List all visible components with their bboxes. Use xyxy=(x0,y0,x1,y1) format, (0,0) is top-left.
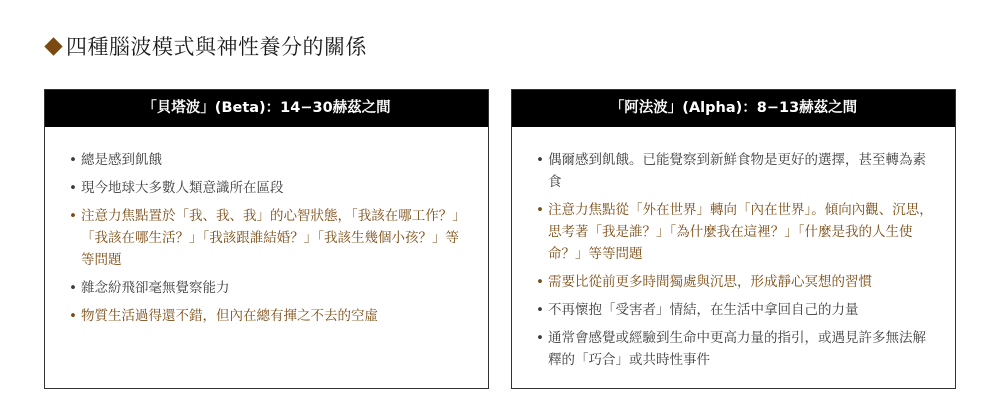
bullet-dot-icon: • xyxy=(69,208,77,224)
beta-item-list xyxy=(45,149,488,333)
bullet-dot-icon: • xyxy=(536,152,544,168)
list-item xyxy=(45,177,488,199)
bullet-dot-icon: • xyxy=(69,152,77,168)
list-item xyxy=(512,149,955,193)
list-item xyxy=(512,271,955,293)
list-item-text: 現今地球大多數人類意識所在區段 xyxy=(81,180,284,196)
list-item-text: 雜念紛飛卻毫無覺察能力 xyxy=(81,280,230,296)
list-item xyxy=(45,205,488,271)
list-item-text: 不再懷抱「受害者」情結，在生活中拿回自己的力量 xyxy=(548,302,859,318)
list-item xyxy=(45,277,488,299)
bullet-dot-icon: • xyxy=(69,308,77,324)
list-item xyxy=(45,305,488,327)
list-item-text: 需要比從前更多時間獨處與沉思，形成靜心冥想的習慣 xyxy=(548,274,872,290)
page-title xyxy=(44,32,367,60)
beta-wave-card xyxy=(44,89,489,389)
diamond-bullet-icon xyxy=(44,37,62,55)
list-item-text: 注意力焦點從「外在世界」轉向「內在世界」。傾向內觀、沉思，思考著「我是誰？」「為什麼我在這裡？」「什麼是我的人生使命？」等等問題 xyxy=(548,202,933,262)
bullet-dot-icon: • xyxy=(536,202,544,218)
bullet-dot-icon: • xyxy=(536,302,544,318)
list-item xyxy=(512,199,955,265)
list-item xyxy=(512,299,955,321)
list-item xyxy=(45,149,488,171)
page-title-text: 四種腦波模式與神性養分的關係 xyxy=(66,35,367,59)
alpha-item-list xyxy=(512,149,955,377)
alpha-wave-card xyxy=(511,89,956,389)
list-item-text: 總是感到飢餓 xyxy=(81,152,162,168)
list-item-text: 通常會感覺或經驗到生命中更高力量的指引，或遇見許多無法解釋的「巧合」或共時性事件 xyxy=(548,330,926,368)
alpha-card-header-text: 「阿法波」(Alpha)：8−13赫茲之間 xyxy=(609,100,858,117)
list-item-text: 物質生活過得還不錯，但內在總有揮之不去的空虛 xyxy=(81,308,378,324)
list-item-text: 注意力焦點置於「我、我、我」的心智狀態，「我該在哪工作？」「我該在哪生活？」「我該跟誰結婚？」「我該生幾個小孩？」等等問題 xyxy=(81,208,466,268)
list-item-text: 偶爾感到飢餓。已能覺察到新鮮食物是更好的選擇，甚至轉為素食 xyxy=(548,152,926,190)
bullet-dot-icon: • xyxy=(536,330,544,346)
bullet-dot-icon: • xyxy=(69,180,77,196)
alpha-card-header xyxy=(512,90,955,127)
bullet-dot-icon: • xyxy=(536,274,544,290)
list-item xyxy=(512,327,955,371)
beta-card-header xyxy=(45,90,488,127)
beta-card-header-text: 「貝塔波」(Beta)：14−30赫茲之間 xyxy=(142,100,391,117)
bullet-dot-icon: • xyxy=(69,280,77,296)
